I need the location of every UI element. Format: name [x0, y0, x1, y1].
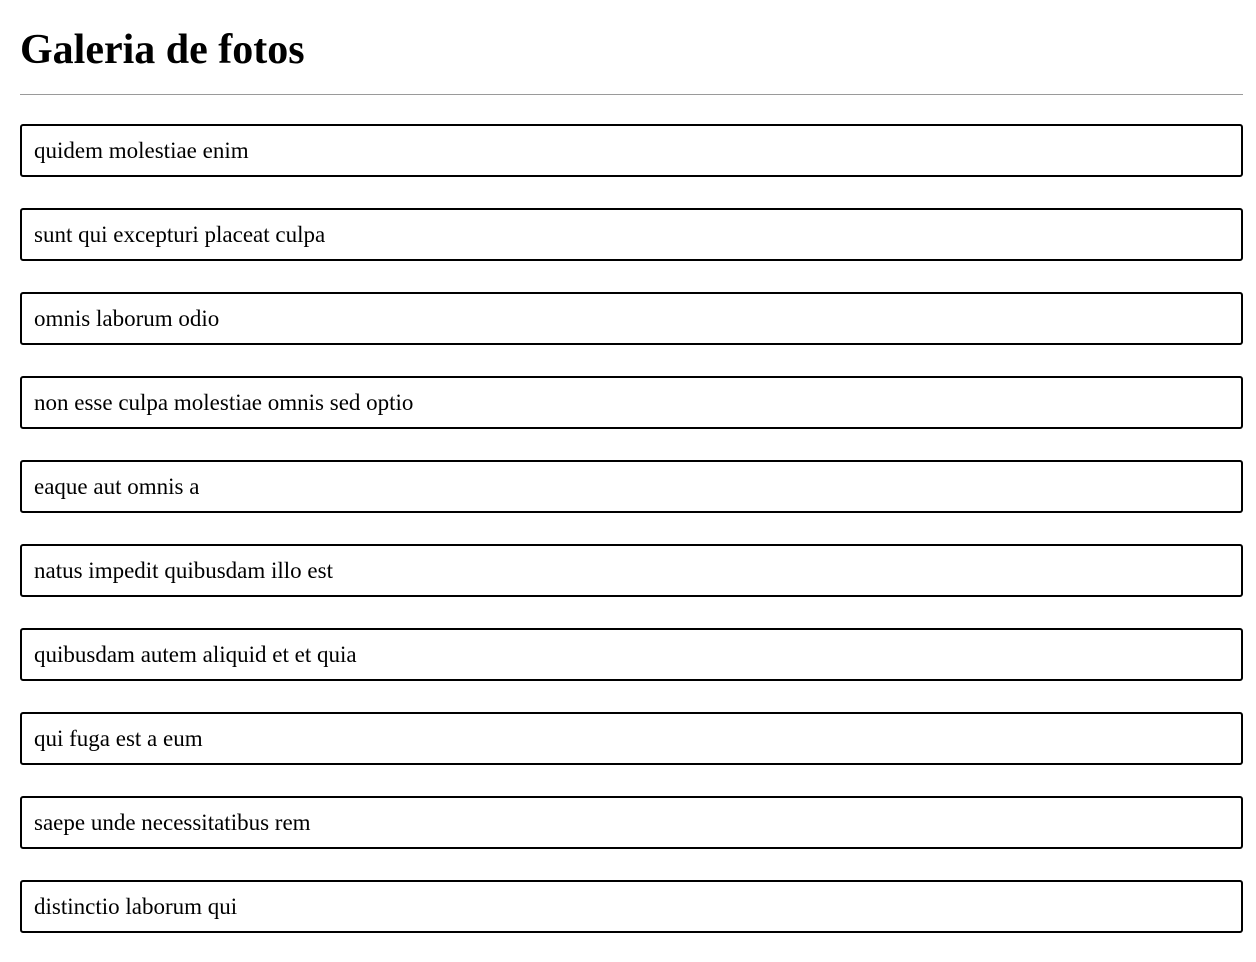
album-title: non esse culpa molestiae omnis sed optio — [34, 389, 414, 415]
page-title: Galeria de fotos — [20, 27, 305, 73]
album-title: distinctio laborum qui — [34, 893, 238, 919]
album-item-5[interactable] — [20, 460, 1243, 513]
album-item-1[interactable] — [20, 124, 1243, 177]
album-item-4[interactable] — [20, 376, 1243, 429]
album-item-9[interactable] — [20, 796, 1243, 849]
album-title: quibusdam autem aliquid et et quia — [34, 641, 357, 667]
album-title: sunt qui excepturi placeat culpa — [34, 221, 326, 247]
album-item-2[interactable] — [20, 208, 1243, 261]
album-list — [20, 124, 1243, 933]
album-item-7[interactable] — [20, 628, 1243, 681]
album-title: eaque aut omnis a — [34, 473, 200, 499]
album-title: saepe unde necessitatibus rem — [34, 809, 311, 835]
album-title: qui fuga est a eum — [34, 725, 203, 751]
album-item-6[interactable] — [20, 544, 1243, 597]
album-title: omnis laborum odio — [34, 305, 220, 331]
album-item-3[interactable] — [20, 292, 1243, 345]
album-title: quidem molestiae enim — [34, 137, 249, 163]
album-item-10[interactable] — [20, 880, 1243, 933]
title-divider — [20, 94, 1243, 95]
album-item-8[interactable] — [20, 712, 1243, 765]
album-title: natus impedit quibusdam illo est — [34, 557, 333, 583]
